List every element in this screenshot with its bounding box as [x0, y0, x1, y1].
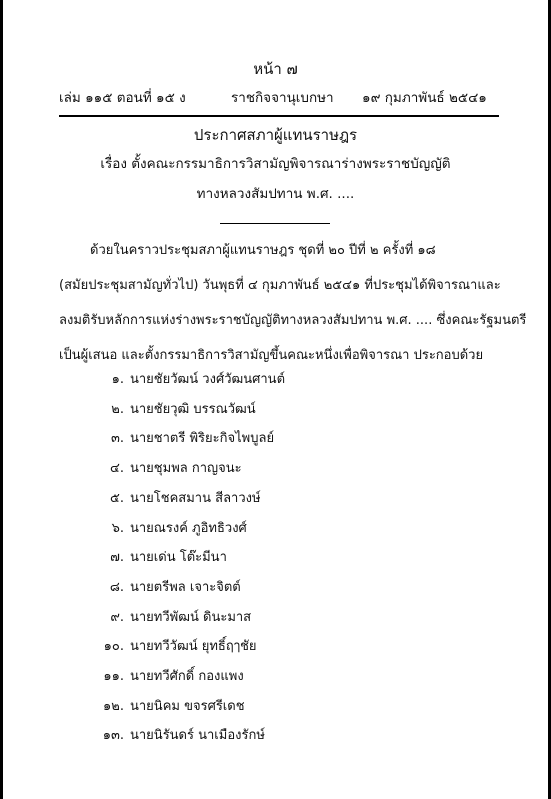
- member-name: นายชัยวัฒน์ วงศ์วัฒนศานต์: [130, 372, 286, 387]
- member-list-item: [88, 581, 241, 601]
- member-name: นายชัยวุฒิ บรรณวัฒน์: [130, 402, 256, 417]
- member-list-item: [88, 522, 247, 542]
- title-separator: [220, 223, 330, 224]
- scan-left-edge: [0, 0, 3, 799]
- member-number: ๖.: [111, 521, 124, 536]
- volume-issue: เล่ม ๑๑๕ ตอนที่ ๑๕ ง: [59, 90, 186, 106]
- member-name: นายณรงค์ ภูอิทธิวงศ์: [130, 521, 247, 536]
- member-number: ๑๑.: [103, 669, 124, 684]
- member-list-item: [88, 373, 285, 393]
- member-name: นายชาตรี พิริยะกิจไพบูลย์: [130, 431, 275, 446]
- subject-line-1: เรื่อง ตั้งคณะกรรมาธิการวิสามัญพิจารณาร่างพระราชบัญญัติ: [100, 156, 451, 172]
- publication-date: ๑๙ กุมภาพันธ์ ๒๕๔๑: [362, 90, 487, 106]
- member-number: ๗.: [110, 550, 124, 565]
- header-rule: [59, 115, 499, 117]
- member-list-item: [88, 729, 265, 749]
- member-list-item: [88, 700, 245, 720]
- publication-name: ราชกิจจานุเบกษา: [231, 90, 334, 106]
- member-name: นายทวีศักดิ์ กองแพง: [130, 669, 244, 684]
- body-line-4: เป็นผู้เสนอ และตั้งกรรมาธิการวิสามัญขึ้นคณะหนึ่งเพื่อพิจารณา ประกอบด้วย: [59, 348, 484, 363]
- member-number: ๙.: [110, 610, 124, 625]
- member-name: นายชุมพล กาญจนะ: [130, 461, 242, 476]
- member-list-item: [88, 403, 256, 423]
- body-line-1: ด้วยในคราวประชุมสภาผู้แทนราษฎร ชุดที่ ๒๐ ปีที่ ๒ ครั้งที่ ๑๘: [90, 243, 436, 258]
- member-list-item: [88, 462, 242, 482]
- announcement-title: ประกาศสภาผู้แทนราษฎร: [193, 126, 358, 144]
- member-name: นายตรีพล เจาะจิตต์: [130, 580, 241, 595]
- member-name: นายทวีวัฒน์ ยุทธิ์ฤๅชัย: [130, 639, 257, 654]
- member-number: ๑๐.: [103, 639, 124, 654]
- member-list-item: [88, 551, 227, 571]
- subject-line-2: ทางหลวงสัมปทาน พ.ศ. ....: [196, 186, 355, 202]
- member-list-item: [88, 432, 274, 452]
- member-number: ๑.: [111, 372, 124, 387]
- page-number: หน้า ๗: [253, 60, 298, 78]
- member-number: ๘.: [109, 580, 124, 595]
- member-number: ๒.: [111, 402, 124, 417]
- member-name: นายนิคม ขจรศรีเดช: [130, 699, 245, 714]
- body-line-3: ลงมติรับหลักการแห่งร่างพระราชบัญญัติทางหลวงสัมปทาน พ.ศ. .... ซึ่งคณะรัฐมนตรี: [59, 313, 527, 328]
- member-name: นายเด่น โต๊ะมีนา: [130, 550, 227, 565]
- member-name: นายโชคสมาน สีลาวงษ์: [130, 491, 261, 506]
- member-list-item: [88, 640, 257, 660]
- member-list-item: [88, 611, 251, 631]
- body-line-2: (สมัยประชุมสามัญทั่วไป) วันพุธที่ ๔ กุมภาพันธ์ ๒๕๔๑ ที่ประชุมได้พิจารณาและ: [59, 278, 501, 293]
- member-name: นายทวีพัฒน์ ดินะมาส: [130, 610, 252, 625]
- member-list-item: [88, 492, 261, 512]
- member-number: ๔.: [110, 461, 124, 476]
- member-number: ๓.: [110, 431, 124, 446]
- member-name: นายนิรันดร์ นาเมืองรักษ์: [130, 728, 265, 743]
- member-list-item: [88, 670, 244, 690]
- member-number: ๕.: [110, 491, 124, 506]
- member-number: ๑๒.: [103, 699, 124, 714]
- member-number: ๑๓.: [102, 728, 124, 743]
